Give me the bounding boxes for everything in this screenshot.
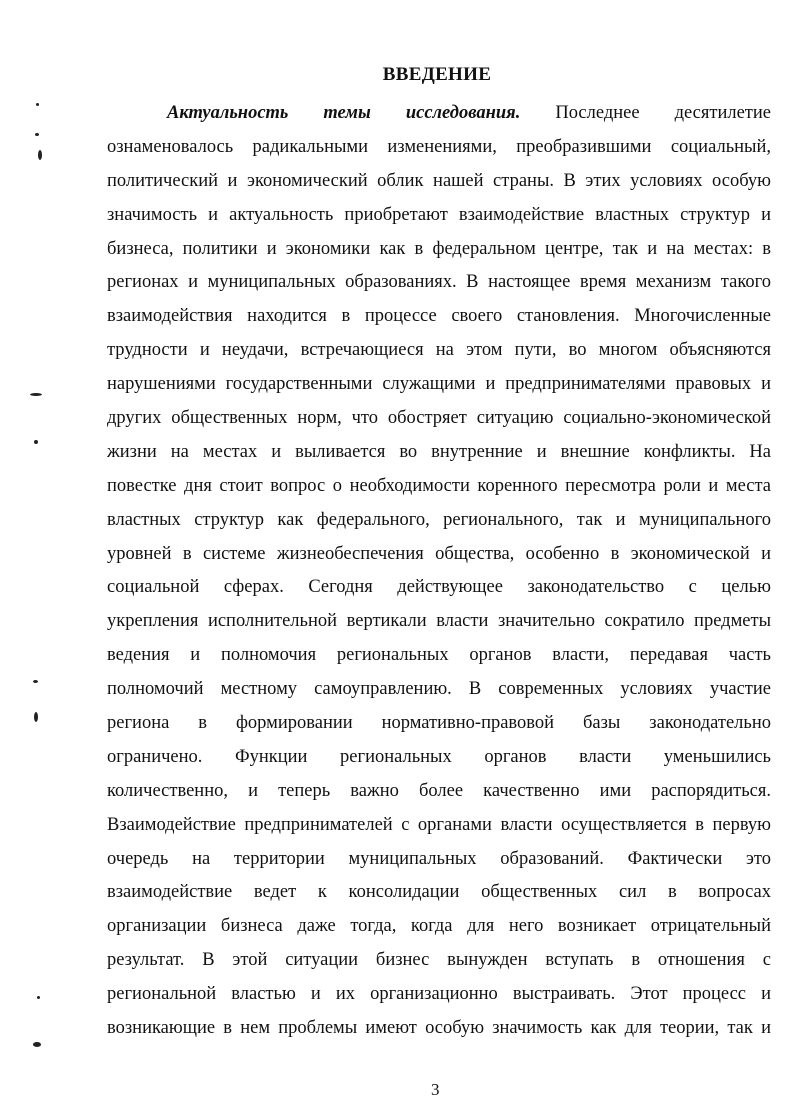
text-line: Взаимодействие предпринимателей с органами власти осуществляется в первую	[107, 814, 771, 835]
scan-speck	[35, 133, 39, 136]
text-line: повестке дня стоит вопрос о необходимости коренного пересмотра роли и места	[107, 475, 771, 496]
text-line: социальной сферах. Сегодня действующее законодательство с целью	[107, 577, 771, 598]
text-line: очередь на территории муниципальных образований. Фактически это	[107, 848, 771, 869]
text-line: нарушениями государственными служащими и предпринимателями правовых и	[107, 374, 771, 395]
text-line: возникающие в нем проблемы имеют особую значимость как для теории, так и	[107, 1018, 771, 1039]
text-line: бизнеса, политики и экономики как в федеральном центре, так и на местах: в	[107, 238, 771, 259]
paragraph-first-line	[107, 97, 771, 131]
lead-word: исследования.	[405, 103, 521, 123]
scan-speck	[33, 680, 38, 683]
text-line: результат. В этой ситуации бизнес вынужден вступать в отношения с	[107, 950, 771, 971]
lead-word: Актуальность	[167, 103, 289, 123]
text-line: укрепления исполнительной вертикали власти значительно сократило предметы	[107, 611, 771, 632]
text-line: ознаменовалось радикальными изменениями, преобразившими социальный,	[107, 136, 771, 157]
scan-speck	[30, 393, 42, 396]
scan-speck	[34, 712, 38, 722]
text-line: жизни на местах и выливается во внутренние и внешние конфликты. На	[107, 441, 771, 462]
text-line: ведения и полномочия региональных органов власти, передавая часть	[107, 645, 771, 666]
text-line: трудности и неудачи, встречающиеся на этом пути, во многом объясняются	[107, 340, 771, 361]
text-line: региональной властью и их организационно выстраивать. Этот процесс и	[107, 984, 771, 1005]
page-title: ВВЕДЕНИЕ	[382, 64, 492, 85]
text-line: региона в формировании нормативно-правовой базы законодательно	[107, 713, 771, 734]
scan-speck	[38, 150, 42, 160]
text-line: взаимодействия находится в процессе своего становления. Многочисленные	[107, 306, 771, 327]
page-number: 3	[431, 1080, 440, 1099]
text-line: политический и экономический облик нашей страны. В этих условиях особую	[107, 170, 771, 191]
text-line: значимость и актуальность приобретают взаимодействие властных структур и	[107, 204, 771, 225]
text-line: организации бизнеса даже тогда, когда для него возникает отрицательный	[107, 916, 771, 937]
text-line: ограничено. Функции региональных органов власти уменьшились	[107, 746, 771, 767]
text-word: десятилетие	[674, 103, 772, 123]
scan-speck	[33, 1042, 41, 1047]
body-text	[107, 97, 771, 1046]
scan-speck	[36, 103, 39, 106]
scan-speck	[34, 440, 38, 444]
text-line: других общественных норм, что обостряет ситуацию социально-экономической	[107, 408, 771, 429]
text-word: Последнее	[555, 103, 640, 123]
text-line: взаимодействие ведет к консолидации общественных сил в вопросах	[107, 882, 771, 903]
lead-word: темы	[323, 103, 371, 123]
text-line: регионах и муниципальных образованиях. В настоящее время механизм такого	[107, 272, 771, 293]
text-line: уровней в системе жизнеобеспечения общества, особенно в экономической и	[107, 543, 771, 564]
text-line: властных структур как федерального, регионального, так и муниципального	[107, 509, 771, 530]
scan-speck	[37, 996, 40, 999]
text-line: полномочий местному самоуправлению. В современных условиях участие	[107, 679, 771, 700]
text-line: количественно, и теперь важно более качественно ими распорядиться.	[107, 780, 771, 801]
